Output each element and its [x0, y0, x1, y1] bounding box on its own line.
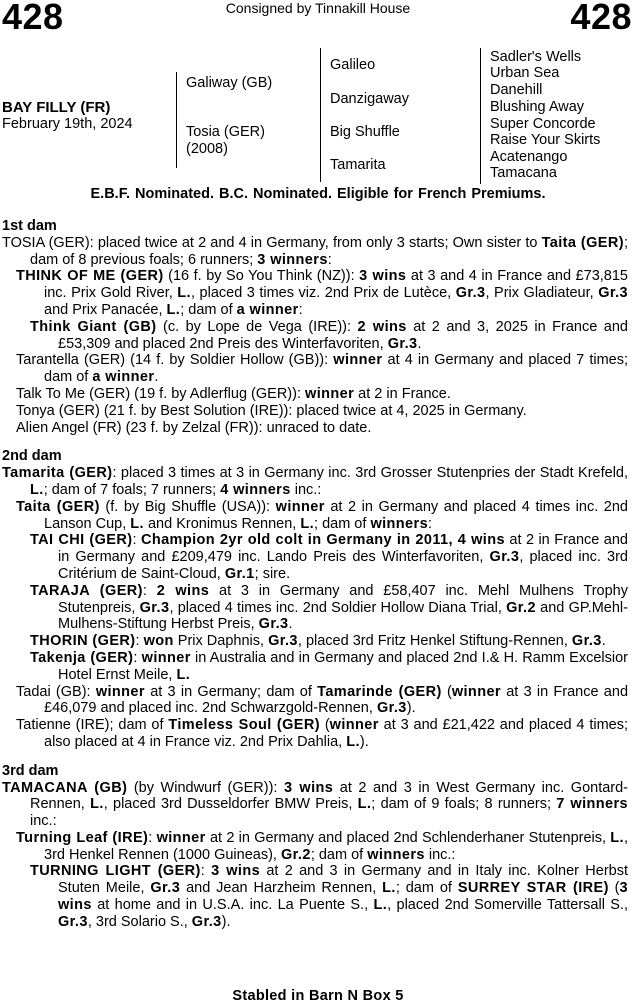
produce-entry — [16, 499, 628, 533]
pedigree-chart — [0, 44, 636, 184]
winners-count: 3 winners — [257, 251, 328, 268]
wins-count: 3 wins — [211, 863, 261, 880]
race-grade: L. — [300, 515, 315, 532]
race-grade: L. — [373, 897, 388, 914]
text-run: (16 f. by So You Think (NZ)): — [163, 268, 360, 285]
text-run: and GP.Mehl-Mulhens-Stiftung Herbst Preis, — [58, 599, 628, 633]
nominations-line: E.B.F. Nominated. B.C. Nominated. Eligible for French Premiums. — [90, 186, 546, 202]
text-run: in Australia and in Germany and placed 2nd I.& H. Ramm Excelsior Hotel Ernst Meile, — [58, 649, 628, 683]
produce-entry — [16, 717, 628, 751]
pedigree-gen4-3: Danehill — [490, 82, 543, 98]
horse-name: BAY FILLY (FR) — [2, 99, 111, 116]
text-run: : — [298, 301, 303, 318]
pedigree-gen4-6: Raise Your Skirts — [490, 132, 601, 148]
text-run: Prix Daphnis, — [173, 633, 269, 650]
race-grade: Gr.2 — [280, 846, 311, 863]
text-run: : — [132, 532, 141, 549]
produce-entry — [30, 319, 628, 353]
race-grade: L. — [346, 733, 360, 750]
text-run: . — [288, 616, 293, 633]
race-grade: Gr.3 — [268, 633, 298, 650]
stabling-footer: Stabled in Barn N Box 5 — [232, 988, 404, 1004]
horse-name-bold: TURNING LIGHT (GER) — [30, 863, 201, 880]
winner-note: winners — [367, 846, 425, 863]
pedigree-gen4-7: Acatenango — [490, 149, 568, 165]
produce-entry — [30, 650, 628, 684]
horse-name-bold: Turning Leaf (IRE) — [16, 829, 149, 846]
text-run: , 3rd Solario S., — [87, 913, 192, 930]
consignor-label: Consigned by Tinnakill House — [225, 0, 411, 16]
text-run: ( — [319, 717, 330, 734]
section-heading-first-dam: 1st dam — [2, 218, 57, 234]
lot-number-right: 428 — [570, 0, 632, 37]
race-grade: Gr.3 — [139, 599, 170, 616]
wins-count: 3 wins — [58, 880, 628, 914]
text-run: , placed 3rd Dusseldorfer BMW Preis, — [103, 796, 358, 813]
text-run: Talk To Me (GER) (19 f. by Adlerflug (GER)): — [16, 385, 306, 402]
text-run: at 4 in Germany and placed 7 times; dam of — [44, 352, 628, 386]
text-run: Alien Angel (FR) (23 f. by Zelzal (FR)): unraced to date. — [16, 419, 372, 436]
text-run: at 3 in Germany; dam of — [144, 683, 318, 700]
text-run: at 3 in Germany and £58,407 inc. Mehl Mulhens Trophy Stutenpreis, — [58, 582, 628, 616]
race-grade: L. — [176, 666, 191, 683]
text-run: : placed 3 times at 3 in Germany inc. 3rd Grosser Stutenpries der Stadt Krefeld, — [112, 465, 629, 482]
winner-note: winners — [370, 515, 429, 532]
winner-note: winner — [305, 385, 355, 402]
race-grade: Gr.1 — [224, 565, 255, 582]
text-run: ). — [406, 700, 416, 717]
produce-entry — [16, 684, 628, 718]
horse-name-bold: Think Giant (GB) — [30, 318, 157, 335]
text-run: Tatienne (IRE); dam of — [16, 717, 169, 734]
pedigree-dam: Tosia (GER) — [186, 124, 265, 140]
text-run: at 2 and 3, 2025 in France and £53,309 and placed 2nd Preis des Winterfavoriten, — [58, 318, 628, 352]
winner-note: winner — [156, 829, 206, 846]
winner-note: won — [143, 633, 174, 650]
text-run: at 3 in France and £46,079 and placed inc. 2nd Schwarzgold-Rennen, — [44, 683, 629, 717]
race-grade: Gr.3 — [598, 285, 629, 302]
text-run: at 2 in Germany and placed 4 times inc. 2nd Lanson Cup, — [44, 498, 628, 532]
produce-entry — [16, 268, 628, 318]
pedigree-gen4-5: Super Concorde — [490, 116, 596, 132]
text-run: and Prix Panacée, — [44, 301, 167, 318]
pedigree-bracket-2 — [320, 48, 321, 182]
text-run: and Jean Harzheim Rennen, — [180, 880, 383, 897]
produce-entry — [16, 352, 628, 386]
dam-entry — [2, 465, 628, 499]
text-run: : — [142, 582, 157, 599]
text-run: ; sire. — [254, 565, 291, 582]
text-run: ( — [441, 683, 452, 700]
race-grade: Gr.3 — [387, 335, 418, 352]
race-grade: Gr.3 — [571, 633, 602, 650]
race-grade: L. — [357, 796, 372, 813]
race-grade: L. — [130, 515, 144, 532]
text-run: : — [200, 863, 212, 880]
text-run: inc.: — [30, 813, 57, 830]
produce-entry — [16, 420, 628, 437]
text-run: (c. by Lope de Vega (IRE)): — [156, 318, 358, 335]
text-run: , 3rd Henkel Rennen (1000 Guineas), — [44, 829, 629, 863]
horse-name-bold: THORIN (GER) — [30, 633, 136, 650]
text-run: , Prix Gladiateur, — [485, 285, 599, 302]
text-run: : — [148, 829, 157, 846]
winner-note: winner — [275, 498, 325, 515]
pedigree-bracket-3 — [480, 48, 481, 184]
text-run: inc.: — [424, 846, 456, 863]
pedigree-dam-sire: Big Shuffle — [330, 124, 400, 140]
winner-note: winner — [95, 683, 145, 700]
text-run: inc.: — [290, 481, 322, 498]
dam-entry — [2, 235, 628, 269]
text-run: . — [154, 369, 159, 386]
winner-note: winner — [141, 649, 191, 666]
produce-entry — [16, 386, 628, 403]
horse-name-bold: Taita (GER) — [541, 234, 624, 251]
text-run: at 3 and £21,422 and placed 4 times; also placed at 4 in France viz. 2nd Prix Dahlia, — [44, 717, 629, 750]
text-run: at 2 in France and in Germany and £209,479 inc. Lando Preis des Winterfavoriten, — [58, 532, 628, 566]
race-grade: Gr.3 — [58, 913, 88, 930]
pedigree-gen4-8: Tamacana — [490, 165, 557, 181]
text-run: ). — [221, 913, 231, 930]
dam-entry — [2, 780, 628, 830]
pedigree-gen4-1: Sadler's Wells — [490, 49, 582, 65]
text-run: : — [135, 633, 144, 650]
produce-entry — [30, 633, 628, 650]
winner-note: a winner — [92, 369, 155, 386]
race-grade: L. — [166, 301, 181, 318]
horse-name-bold: Takenja (GER) — [30, 649, 134, 666]
wins-count: 2 wins — [156, 582, 210, 599]
horse-name-bold: SURREY STAR (IRE) — [457, 880, 609, 897]
pedigree-sire: Galiway (GB) — [186, 75, 273, 91]
race-grade: L. — [177, 285, 191, 302]
section-heading-third-dam: 3rd dam — [2, 762, 59, 779]
race-grade: L. — [382, 880, 396, 897]
horse-name-bold: TARAJA (GER) — [30, 582, 143, 599]
horse-dob: February 19th, 2024 — [2, 116, 133, 132]
pedigree-bracket-1 — [176, 72, 177, 168]
pedigree-dam-dam: Tamarita — [330, 157, 386, 173]
text-run: : — [327, 251, 332, 268]
wins-count: 3 wins — [284, 779, 334, 796]
horse-name-bold: THINK OF ME (GER) — [16, 268, 164, 285]
text-run: : — [428, 515, 433, 532]
winners-count: 7 winners — [556, 796, 628, 813]
horse-name-bold: Tamarinde (GER) — [317, 683, 442, 700]
winner-note: winner — [451, 683, 501, 700]
text-run: at 2 and 3 in Germany and in Italy inc. Kolner Herbst Stuten Meile, — [58, 863, 628, 897]
text-run: ; dam of 8 previous foals; 6 runners; — [30, 234, 628, 268]
text-run: ( — [608, 880, 620, 897]
text-run: , placed 2nd Somerville Tattersall S., — [387, 897, 629, 914]
produce-entry — [16, 830, 628, 864]
section-heading-second-dam: 2nd dam — [2, 448, 62, 465]
horse-name-bold: TAI CHI (GER) — [30, 532, 133, 549]
lot-number-left: 428 — [2, 0, 64, 37]
text-run: (f. by Big Shuffle (USA)): — [99, 498, 276, 515]
wins-count: 2 wins — [357, 318, 407, 335]
race-grade: Gr.3 — [258, 616, 289, 633]
pedigree-sire-dam: Danzigaway — [330, 91, 409, 107]
text-run: . — [417, 335, 422, 352]
text-run: at 2 in Germany and placed 2nd Schlenderhaner Stutenpreis, — [205, 829, 611, 846]
produce-entry — [16, 403, 628, 420]
pedigree-gen4-2: Urban Sea — [490, 65, 560, 81]
text-run: ; dam of — [180, 301, 237, 318]
race-grade: Gr.3 — [150, 880, 181, 897]
text-run: at home and in U.S.A. inc. La Puente S., — [91, 897, 374, 914]
text-run: ; dam of — [314, 515, 371, 532]
winner-note: a winner — [236, 301, 299, 318]
race-grade: Gr.3 — [489, 549, 520, 566]
race-grade: Gr.2 — [506, 599, 536, 616]
catalogue-body — [2, 218, 628, 931]
text-run: and Kronimus Rennen, — [143, 515, 301, 532]
race-grade: Gr.3 — [191, 913, 222, 930]
text-run: , placed inc. 3rd Critérium de Saint-Cloud, — [58, 549, 628, 582]
pedigree-gen4-4: Blushing Away — [490, 99, 585, 115]
winner-note: winner — [329, 717, 379, 734]
text-run: at 2 in France. — [354, 385, 451, 402]
text-run: at 3 and 4 in France and £73,815 inc. Prix Gold River, — [44, 268, 628, 302]
text-run: Tadai (GB): — [16, 683, 96, 700]
text-run: (by Windwurf (GER)): — [127, 779, 284, 796]
text-run: . — [601, 633, 606, 650]
text-run: at 2 and 3 in West Germany inc. Gontard-Rennen, — [30, 779, 629, 813]
winner-note: winner — [333, 352, 383, 369]
text-run: : — [133, 649, 142, 666]
horse-name-bold: Taita (GER) — [16, 498, 100, 515]
horse-name-bold: TAMACANA (GB) — [2, 779, 128, 796]
text-run: ; dam of 9 foals; 8 runners; — [371, 796, 557, 813]
race-grade: Gr.3 — [376, 700, 407, 717]
text-run: , placed 3rd Fritz Henkel Stiftung-Rennen, — [297, 633, 572, 650]
wins-count: 3 wins — [359, 268, 407, 285]
race-grade: L. — [30, 481, 44, 498]
horse-name-bold: Tamarita (GER) — [2, 465, 113, 482]
champion-note: Champion 2yr old colt in Germany in 2011, 4 wins — [140, 532, 505, 549]
produce-entry — [30, 583, 628, 633]
horse-name-bold: Timeless Soul (GER) — [168, 717, 320, 734]
race-grade: Gr.3 — [455, 285, 486, 302]
race-grade: L. — [610, 829, 624, 846]
text-run: , placed 4 times inc. 2nd Soldier Hollow Diana Trial, — [169, 599, 507, 616]
text-run: Tarantella (GER) (14 f. by Soldier Hollow (GB)): — [16, 352, 334, 369]
text-run: TOSIA (GER): placed twice at 2 and 4 in Germany, from only 3 starts; Own sister to — [2, 234, 542, 251]
text-run: ). — [359, 733, 369, 750]
winners-count: 4 winners — [220, 481, 291, 498]
produce-entry — [30, 863, 628, 930]
text-run: ; dam of 7 foals; 7 runners; — [43, 481, 221, 498]
text-run: ; dam of — [395, 880, 458, 897]
text-run: ; dam of — [310, 846, 368, 863]
produce-entry — [30, 532, 628, 582]
pedigree-sire-sire: Galileo — [330, 57, 376, 73]
pedigree-dam-year: (2008) — [186, 141, 228, 157]
text-run: Tonya (GER) (21 f. by Best Solution (IRE)): placed twice at 4, 2025 in Germany. — [16, 402, 527, 419]
race-grade: L. — [90, 796, 104, 813]
text-run: , placed 3 times viz. 2nd Prix de Lutèce, — [190, 285, 456, 302]
